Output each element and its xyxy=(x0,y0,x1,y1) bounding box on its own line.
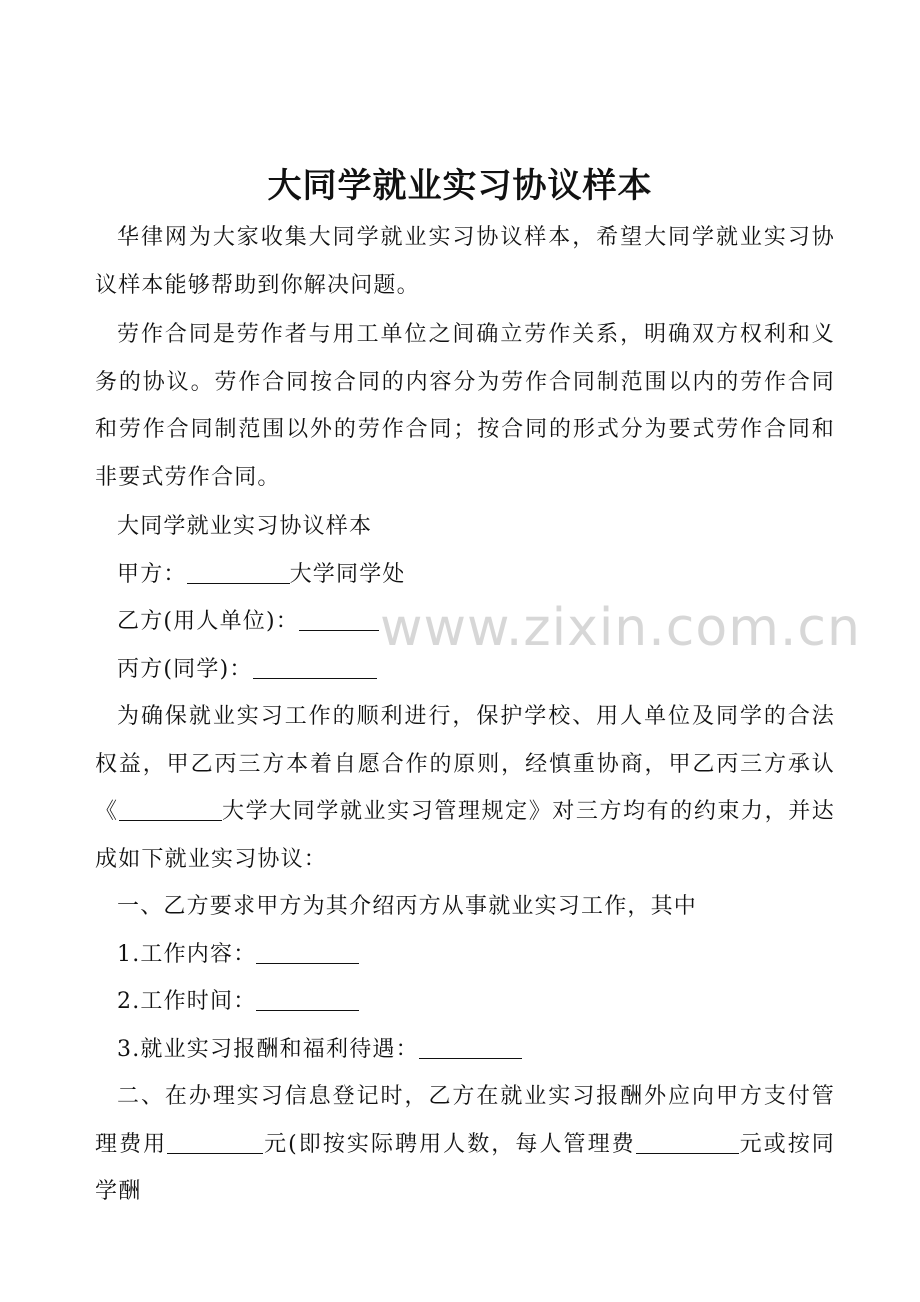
item-1-label: 1.工作内容： xyxy=(117,941,257,967)
party-c-blank xyxy=(253,656,377,679)
party-a-label: 甲方： xyxy=(117,561,187,587)
preamble-paragraph xyxy=(95,693,835,883)
party-b-line xyxy=(95,598,835,646)
item-3-blank xyxy=(419,1036,522,1059)
clause-1: 一、乙方要求甲方为其介绍丙方从事就业实习工作，其中 xyxy=(117,894,698,919)
item-2-blank xyxy=(256,988,359,1011)
clause-2-text-c: 元或按同学酬 xyxy=(95,1131,835,1204)
clause-2-text-a: 二、在办理实习信息登记时，乙方在就业实习报酬外应向甲方支付管理费用 xyxy=(95,1084,835,1157)
item-1-line xyxy=(95,931,835,979)
intro-paragraph-1: 华律网为大家收集大同学就业实习协议样本，希望大同学就业实习协议样本能够帮助到你解决问题。 xyxy=(95,225,835,298)
preamble-text-1: 为确保就业实习工作的顺利进行，保护学校、用人单位及同学的合法权益，甲乙丙三方本着自愿合作的原则，经慎重协商，甲乙丙三方承认 xyxy=(95,704,835,777)
sample-heading: 大同学就业实习协议样本 xyxy=(117,514,373,539)
party-a-blank xyxy=(187,561,290,584)
watermark: www.zixin.com.cn xyxy=(380,598,861,658)
document-body xyxy=(95,214,835,1216)
preamble-blank xyxy=(119,798,222,821)
document-title: 大同学就业实习协议样本 xyxy=(267,166,653,206)
preamble-text-2: 大学大同学就业实习管理规定》对三方均有的约束力，并达成如下就业实习协议： xyxy=(95,799,835,872)
party-a-line xyxy=(95,551,835,599)
party-c-line xyxy=(95,646,835,694)
party-b-label: 乙方(用人单位)： xyxy=(117,609,299,634)
item-3-line xyxy=(95,1026,835,1074)
item-1-blank xyxy=(256,941,359,964)
party-a-suffix: 大学同学处 xyxy=(289,561,406,587)
clause-2-fee-blank xyxy=(167,1131,263,1154)
clause-2-per-person-blank xyxy=(636,1131,739,1154)
item-2-label: 2.工作时间： xyxy=(117,989,257,1014)
party-b-blank xyxy=(299,608,379,631)
intro-paragraph-2: 劳作合同是劳作者与用工单位之间确立劳作关系，明确双方权利和义务的协议。劳作合同按合同的内容分为劳作合同制范围以内的劳作合同和劳作合同制范围以外的劳作合同；按合同的形式分为要式劳作合同和非要式劳作合同。 xyxy=(95,322,835,490)
item-3-label: 3.就业实习报酬和福利待遇： xyxy=(117,1036,419,1062)
party-c-label: 丙方(同学)： xyxy=(117,656,253,682)
preamble-open-bracket: 《 xyxy=(95,799,119,824)
clause-2-text-b: 元(即按实际聘用人数，每人管理费 xyxy=(263,1131,636,1157)
clause-2 xyxy=(95,1073,835,1216)
item-2-line xyxy=(95,978,835,1026)
